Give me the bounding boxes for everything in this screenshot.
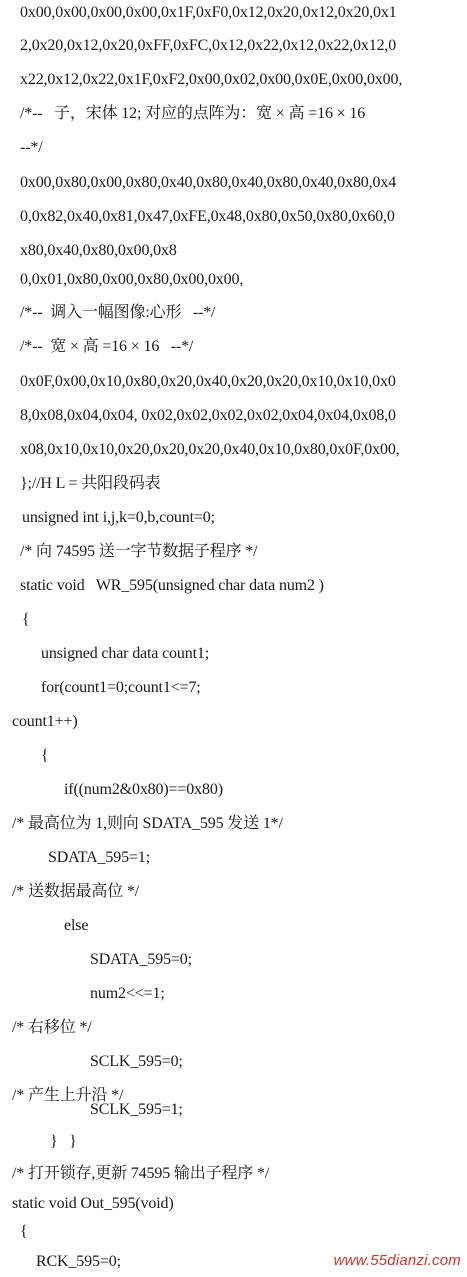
code-line: 0,0x82,0x40,0x81,0x47,0xFE,0x48,0x80,0x50,0x80,0x60,0 bbox=[20, 208, 395, 225]
code-line: 0x00,0x00,0x00,0x00,0x1F,0xF0,0x12,0x20,0x12,0x20,0x1 bbox=[20, 4, 397, 21]
code-line: SDATA_595=0; bbox=[90, 951, 192, 968]
comment-line: --*/ bbox=[20, 139, 43, 156]
code-line: for(count1=0;count1<=7; bbox=[41, 679, 201, 696]
comment-line: /* 右移位 */ bbox=[12, 1019, 92, 1036]
code-line: num2<<=1; bbox=[90, 985, 165, 1002]
code-line: 0x00,0x80,0x00,0x80,0x40,0x80,0x40,0x80,0x40,0x80,0x4 bbox=[20, 174, 397, 191]
comment-line: /* 向 74595 送一字节数据子程序 */ bbox=[20, 543, 258, 560]
watermark: www.55dianzi.com bbox=[333, 1252, 461, 1269]
code-line: else bbox=[64, 917, 89, 934]
comment-line: /* 最高位为 1,则向 SDATA_595 发送 1*/ bbox=[12, 815, 283, 832]
code-line: static void Out_595(void) bbox=[12, 1195, 174, 1212]
code-line: { bbox=[22, 611, 30, 628]
comment-line: /* 打开锁存,更新 74595 输出子程序 */ bbox=[12, 1165, 270, 1182]
comment-line: /* 产生上升沿 */ bbox=[12, 1087, 124, 1104]
code-line: static void WR_595(unsigned char data num2 ) bbox=[20, 577, 324, 594]
code-line: 0x0F,0x00,0x10,0x80,0x20,0x40,0x20,0x20,0x10,0x10,0x0 bbox=[20, 373, 396, 390]
code-line: };//H L = 共阳段码表 bbox=[20, 475, 161, 492]
code-line: 2,0x20,0x12,0x20,0xFF,0xFC,0x12,0x22,0x12,0x22,0x12,0 bbox=[20, 37, 397, 54]
code-line: x08,0x10,0x10,0x20,0x20,0x20,0x40,0x10,0x80,0x0F,0x00, bbox=[20, 441, 400, 458]
comment-line: /* 送数据最高位 */ bbox=[12, 883, 140, 900]
code-line: { bbox=[41, 747, 49, 764]
comment-line: /*-- 子，宋体 12; 对应的点阵为：宽 × 高 =16 × 16 bbox=[20, 105, 366, 122]
code-line: { bbox=[20, 1223, 28, 1240]
code-line: 0,0x01,0x80,0x00,0x80,0x00,0x00, bbox=[20, 271, 244, 288]
code-line: 8,0x08,0x04,0x04, 0x02,0x02,0x02,0x02,0x04,0x04,0x08,0 bbox=[20, 407, 396, 424]
code-line: count1++) bbox=[12, 713, 78, 730]
code-line: unsigned char data count1; bbox=[41, 645, 210, 662]
code-line: x22,0x12,0x22,0x1F,0xF2,0x00,0x02,0x00,0x0E,0x00,0x00, bbox=[20, 71, 403, 88]
code-line: SCLK_595=1; bbox=[90, 1101, 183, 1118]
code-line: x80,0x40,0x80,0x00,0x8 bbox=[20, 242, 177, 259]
code-line: SCLK_595=0; bbox=[90, 1053, 183, 1070]
code-line: if((num2&0x80)==0x80) bbox=[64, 781, 223, 798]
comment-line: /*-- 调入一幅图像:心形 --*/ bbox=[20, 304, 216, 321]
code-line: RCK_595=0; bbox=[36, 1253, 121, 1270]
code-line: } } bbox=[50, 1133, 77, 1150]
comment-line: /*-- 宽 × 高 =16 × 16 --*/ bbox=[20, 338, 194, 355]
code-line: unsigned int i,j,k=0,b,count=0; bbox=[22, 509, 215, 526]
code-line: SDATA_595=1; bbox=[48, 849, 150, 866]
